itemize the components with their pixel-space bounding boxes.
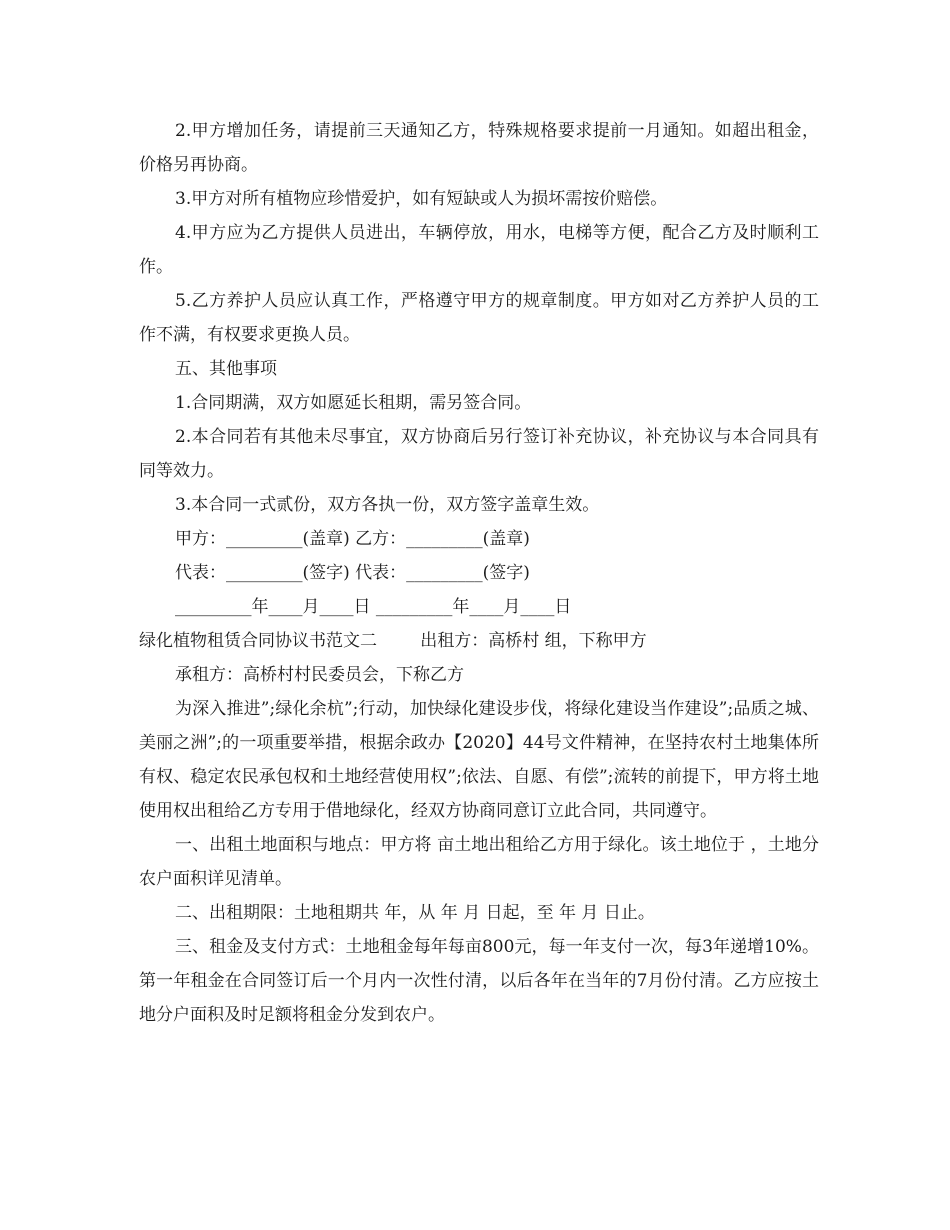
section-heading: 五、其他事项 [175, 359, 277, 379]
clause-paragraph: 3.本合同一式贰份，双方各执一份，双方签字盖章生效。 [175, 495, 600, 515]
clause-paragraph: 1.合同期满，双方如愿延长租期，需另签合同。 [175, 393, 532, 413]
clause-paragraph: 2.甲方增加任务，请提前三天通知乙方，特殊规格要求提前一月通知。如超出租金，价格另再协商。 [139, 121, 819, 175]
lessee-line: 承租方：高桥村村民委员会，下称乙方 [175, 665, 464, 685]
clause-paragraph: 3.甲方对所有植物应珍惜爱护，如有短缺或人为损坏需按价赔偿。 [175, 189, 668, 209]
signature-line-party: 甲方：_________(盖章) 乙方：_________(盖章) [175, 529, 530, 549]
clause-paragraph: 2.本合同若有其他未尽事宜，双方协商后另行签订补充协议，补充协议与本合同具有同等效力。 [139, 427, 819, 481]
contract-two-title: 绿化植物租赁合同协议书范文二 出租方：高桥村 组，下称甲方 [139, 631, 647, 651]
signature-line-date: _________年____月____日 _________年____月____日 [175, 597, 572, 617]
clause-paragraph: 一、出租土地面积与地点：甲方将 亩土地出租给乙方用于绿化。该土地位于 ，土地分农户面积详见清单。 [139, 835, 819, 889]
signature-line-representative: 代表：_________(签字) 代表：_________(签字) [175, 563, 530, 583]
preamble-paragraph: 为深入推进”;绿化余杭”;行动，加快绿化建设步伐，将绿化建设当作建设”;品质之城、美丽之洲”;的一项重要举措，根据余政办【2020】44号文件精神，在坚持农村土地集体所有权、稳定农民承包权和土地经营使用权”;依法、自愿、有偿”;流转的前提下，甲方将土地使用权出租给乙方专用于借地绿化，经双方协商同意订立此合同，共同遵守。 [139, 699, 819, 821]
clause-paragraph: 5.乙方养护人员应认真工作，严格遵守甲方的规章制度。甲方如对乙方养护人员的工作不满，有权要求更换人员。 [139, 291, 819, 345]
clause-paragraph: 三、租金及支付方式：土地租金每年每亩800元，每一年支付一次，每3年递增10%。第一年租金在合同签订后一个月内一次性付清，以后各年在当年的7月份付清。乙方应按土地分户面积及时足额将租金分发到农户。 [139, 937, 819, 1025]
document-body [139, 114, 819, 1032]
clause-paragraph: 二、出租期限：土地租期共 年，从 年 月 日起，至 年 月 日止。 [175, 903, 655, 923]
clause-paragraph: 4.甲方应为乙方提供人员进出，车辆停放，用水，电梯等方便，配合乙方及时顺利工作。 [139, 223, 819, 277]
